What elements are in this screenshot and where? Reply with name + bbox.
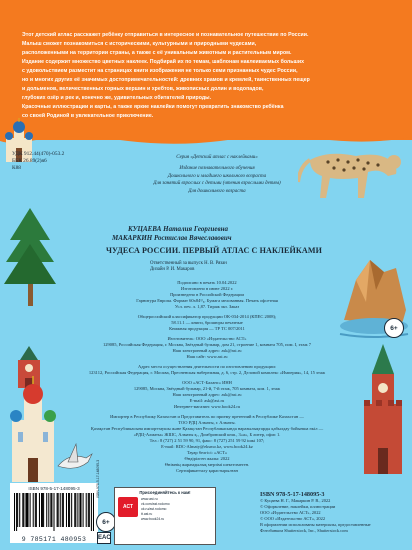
barcode-bar — [51, 493, 52, 527]
imprint-line: Усл. печ. л. 1,87. Тираж экз. Заказ — [174, 304, 240, 309]
banner-line: с удовольствием разместит на страницах книги изображения не только семи признанных чудес России, — [22, 68, 298, 74]
barcode-bar — [93, 493, 94, 531]
barcode-bar — [75, 493, 76, 527]
barcode-bar — [60, 493, 61, 527]
imprint-line: Наш электронный адрес: ask@ast.ru — [172, 348, 242, 353]
barcode-bar — [33, 493, 34, 527]
series-line: Серия «Детский атлас с наклейками» — [176, 155, 258, 160]
copyright-line: ООО «Издательство АСТ», 2022 — [260, 510, 321, 515]
banner-line: глубоких озёр и рек и, конечно же, удивительных обитателей природы. — [22, 95, 212, 101]
author-1: КУЦАЕВА Наталия Георгиевна — [128, 225, 228, 233]
copyright-line: © Куцаева Н. Г., Макаркин Р. В., 2022 — [260, 498, 331, 503]
barcode-bar — [41, 493, 42, 527]
barcode-bar — [30, 493, 31, 527]
barcode-bar — [83, 493, 84, 527]
banner-line: и дольменов, величественных горных вершин и хребтов, живописных долин и водопадов, — [22, 86, 264, 92]
ast-logo-icon: АСТ — [118, 497, 138, 517]
site-link[interactable]: www.book24.ru — [141, 517, 165, 521]
imprint-line: E-mail: RDC-Almaty@eksmo.kz, www.book24.kz — [161, 444, 253, 449]
imprint-line: Өндірілген жылы: 2022 — [184, 456, 230, 461]
imprint-line: Қазақстан Республикасына импорттаушы және Қазақстан Республикасында наразылықтарды қабылдау бойынша өкіл — — [90, 426, 324, 431]
imprint-line: 129085, Российская Федерация, г. Москва, Звёздный бульвар, дом 21, строение 1, комната 705, пом. I, этаж 7 — [103, 342, 311, 347]
barcode-bar — [22, 493, 23, 527]
udk-line: УДК 912.44(470)-053.2 — [12, 151, 65, 157]
imprint-line: ООО «АСТ-Баланс» ИНН — [182, 380, 232, 385]
barcode-bar — [50, 493, 51, 527]
responsible-editor: Ответственный за выпуск Н. В. Рязан — [150, 261, 227, 266]
eac-mark: EAC — [97, 532, 111, 544]
barcode-isbn-label: ISBN 978-5-17-148095-3 — [28, 486, 80, 491]
imprint-line: Гарнитура Европа. Формат 60х84¹/₈. Бумага мелованная. Печать офсетная — [136, 298, 278, 303]
barcode-bar — [91, 493, 92, 531]
barcode-bar — [28, 493, 29, 527]
isbn: ISBN 978-5-17-148095-3 — [260, 491, 325, 498]
author-code-line: К88 — [12, 165, 21, 172]
series-line: Издание познавательного обучения — [179, 166, 255, 172]
imprint-line: ТОО РДЦ Алматы, г. Алматы. — [178, 420, 236, 425]
bbk-line: ББК 26.89(2)я6 — [12, 158, 47, 165]
author-2: МАКАРКИН Ростислав Вячеславович — [112, 234, 232, 242]
imprint-line: Изготовлено в июне 2022 г. — [180, 286, 234, 291]
barcode-bar — [86, 493, 87, 527]
barcode-bar — [46, 493, 47, 527]
series-line: Для дошкольного возраста — [188, 188, 246, 194]
credits-block — [150, 261, 330, 274]
imprint-line: Адрес места осуществления деятельности по изготовлению продукции: — [137, 364, 277, 369]
banner-line: расположенными на территории страны, а также с её уникальным животным и растительным миром. — [22, 50, 292, 56]
series-block — [92, 154, 342, 195]
banner-line: Малыш сможет познакомиться с историческими, культурными и природными чудесами, — [22, 41, 257, 47]
imprint-block — [42, 280, 372, 478]
age-rating-badge-top: 6+ — [384, 318, 404, 338]
banner-line: но и многих других её значимых достопримечательностей: древних храмов и кремлей, таинственных пещер — [22, 77, 310, 83]
site-link[interactable]: vk.com/ast.rodomo — [141, 502, 170, 506]
imprint-line: E-mail: ask@ast.ru — [189, 398, 225, 403]
barcode-bar — [63, 493, 64, 527]
barcode-bar — [69, 493, 70, 527]
barcode-bar — [42, 493, 43, 527]
banner-line: Этот детский атлас расскажет ребёнку отправиться в интересное и познавательное путешествие по России. — [22, 32, 309, 38]
imprint-line: Тел.: 8 (727) 2 51 59 90, 91, факс: 8 (727) 251 59 92 ішкі 107; — [149, 438, 265, 443]
imprint-gap — [42, 474, 372, 478]
join-us-heading: Присоединяйтесь к нам! — [139, 490, 191, 495]
imprint-line: Подписано в печать 10.04.2022 — [177, 280, 237, 285]
barcode-bar — [80, 493, 81, 527]
copyright-line: © Оформление, наклейки, иллюстрации — [260, 504, 336, 509]
udk-block — [12, 151, 64, 173]
book-title: ЧУДЕСА РОССИИ. ПЕРВЫЙ АТЛАС С НАКЛЕЙКАМИ — [106, 246, 322, 255]
isbn-copyright-block — [260, 492, 410, 534]
designer: Дизайн Р. И. Макаров — [150, 267, 195, 273]
imprint-line: Изготовитель: ООО «Издательство АСТ» — [167, 336, 247, 341]
banner-line: со своей Родиной в увлекательное приключение. — [22, 113, 154, 119]
barcode-bar — [17, 493, 18, 527]
barcode-side-label: ISBN-978-5-17-148095-3 — [96, 459, 100, 498]
imprint-line: Интернет-магазин: www.book24.ru — [173, 404, 241, 409]
imprint-line: 129085, Москва, Звёздный бульвар, 21-й, 7-й этаж, 705 комната, ком. 1, этаж — [133, 386, 281, 391]
barcode — [10, 483, 98, 543]
authors-block — [112, 225, 332, 243]
barcode-bar — [68, 493, 69, 527]
series-line: Для занятий взрослых с детьми (чтения взрослыми детям) — [153, 181, 281, 187]
barcode-bar — [62, 493, 63, 527]
barcode-bar — [48, 493, 49, 527]
barcode-bar — [88, 493, 89, 527]
barcode-bar — [79, 493, 80, 527]
barcode-bar — [58, 493, 59, 527]
barcode-bars — [14, 493, 94, 531]
barcode-bar — [16, 493, 17, 531]
publisher-social-box — [114, 487, 216, 545]
imprint-line: Книжная продукция — ТР ТС 007/2011 — [169, 326, 245, 331]
imprint-line: Произведено в Российской Федерации — [170, 292, 244, 297]
barcode-number: 9 785171 480953 — [21, 536, 87, 543]
imprint-line: Өнімнің жарамдылық мерзімі шектелмеген. — [164, 462, 250, 467]
site-link[interactable]: www.ast.ru — [141, 497, 158, 501]
barcode-bar — [39, 493, 40, 527]
copyright-line: В оформлении использованы материалы, предоставленные — [260, 522, 371, 527]
barcode-bar — [23, 493, 24, 527]
imprint-line: «РДЦ-Алматы» ЖШС, Алматы қ., Домбровский көш., 3«а», Б литер, офис 1. — [133, 432, 281, 437]
copyright-line: Фотобанком Shutterstock, Inc., Shutterstock.com — [260, 528, 348, 533]
banner-line: Издание содержит множество цветных наклеек. Подбирай их по темам, шаблонам наклеиваемых больших — [22, 59, 305, 65]
age-rating-badge: 6+ — [96, 512, 116, 532]
barcode-bar — [74, 493, 75, 527]
series-line: Дошкольного и младшего школьного возраста — [167, 173, 267, 179]
site-link[interactable]: tt.ast.ru — [141, 512, 153, 516]
barcode-bar — [14, 493, 15, 531]
imprint-line: Сертификатталу қарастырылған — [176, 468, 238, 473]
imprint-line: Тауар белгісі: «АСТ» — [186, 450, 228, 455]
barcode-bar — [57, 493, 58, 527]
barcode-bar — [77, 493, 78, 527]
barcode-bar — [36, 493, 37, 527]
barcode-bar — [66, 493, 67, 527]
banner-line: Красочные иллюстрации и карты, а также яркие наклейки помогут превратить знакомство ребёнка — [22, 104, 284, 110]
barcode-bar — [43, 493, 44, 527]
barcode-bar — [25, 493, 26, 527]
barcode-bar — [53, 493, 54, 531]
barcode-bar — [35, 493, 36, 527]
imprint-line: Импортер в Республику Казахстан и Представитель по приему претензий в Республике Казахстан — — [110, 414, 304, 419]
imprint-line: 123112, Российская Федерация, г. Москва, Пресненская набережная, д. 6, стр. 2, Деловой комплекс «Империя», 14, 15 этаж — [88, 370, 326, 375]
imprint-line: Общероссийский классификатор продукции ОК-034-2014 (КПЕС 2008); — [137, 314, 277, 319]
barcode-bar — [71, 493, 72, 527]
site-link[interactable]: ok.ru/ast.rodomo — [141, 507, 167, 511]
imprint-line: 58.11.1 — книги, брошюры печатные — [171, 320, 243, 325]
copyright-line: © ООО «Издательство АСТ», 2022 — [260, 516, 326, 521]
imprint-line: Наш электронный адрес: ask@ast.ru — [172, 392, 242, 397]
barcode-bar — [26, 493, 27, 527]
barcode-bar — [19, 493, 20, 527]
barcode-bar — [89, 493, 90, 527]
imprint-line: Наш сайт: www.ast.ru — [186, 354, 228, 359]
description-banner — [0, 0, 412, 140]
